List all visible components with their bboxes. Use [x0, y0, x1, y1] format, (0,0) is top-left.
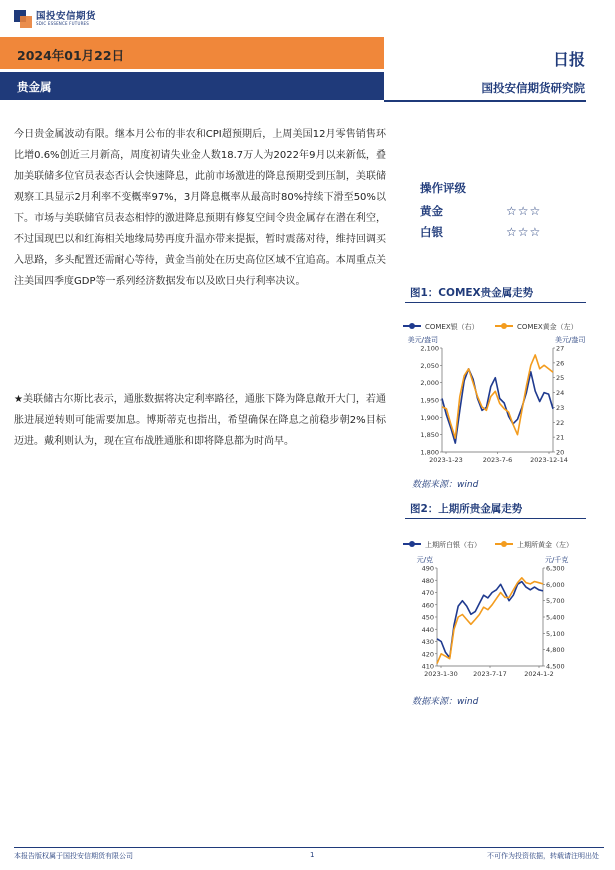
- right-axis-unit: 元/千克: [545, 556, 569, 564]
- legend-label: 上期所白银（右）: [425, 541, 481, 549]
- company-logo: [14, 10, 96, 28]
- left-tick-label: 2,100: [420, 344, 439, 353]
- institute-name: 国投安信期货研究院: [481, 81, 585, 95]
- header-divider: [384, 100, 586, 102]
- left-axis-unit: 美元/盎司: [407, 336, 438, 344]
- legend-swatch-marker: [501, 541, 507, 547]
- left-tick-label: 440: [421, 625, 434, 634]
- date-bar: [0, 37, 384, 69]
- left-tick-label: 410: [421, 662, 434, 671]
- left-tick-label: 430: [421, 638, 434, 646]
- right-tick-label: 4,800: [546, 646, 565, 655]
- left-tick-label: 470: [421, 589, 434, 597]
- series-line: [442, 355, 553, 438]
- chart-shfe-svg: [395, 534, 590, 684]
- series-line: [437, 582, 543, 658]
- chart-shfe: [395, 534, 590, 684]
- left-tick-label: 480: [421, 576, 434, 585]
- left-tick-label: 450: [421, 613, 434, 622]
- legend-label: COMEX银（右）: [425, 323, 479, 331]
- rating-row-silver: [420, 221, 590, 242]
- x-tick-label: 2023-7-17: [473, 670, 507, 678]
- right-tick-label: 6,000: [546, 580, 565, 589]
- rating-name: 白银: [420, 224, 443, 239]
- rating-row-gold: [420, 200, 590, 221]
- logo-text: 国投安信期货: [36, 10, 97, 22]
- right-tick-label: 20: [556, 448, 565, 457]
- right-tick-label: 5,400: [546, 613, 565, 622]
- x-tick-label: 2023-1-30: [424, 670, 458, 678]
- paragraph-summary: 今日贵金属波动有限。继本月公布的非农和CPI超预期后，上周美国12月零售销售环比增0.6%创近三月新高，周度初请失业金人数18.7万人为2022年9月以来新低，叠加美联储多位官员表态否认会快速降息，此前市场激进的降息预期受到压制，美联储观察工具显示2月利率不变概率97%，3月降息概率从最高时80%持续下滑至50%以下。市场与美联储官员表态相悖的激进降息预期有修复空间令贵金属存在潜在利空，不过国现巴以和红海相关地缘局势再度升温亦带来提振，暂时震荡对待，维持回调买入思路，多头配置还需耐心等待，黄金当前处在历史高位区域不宜追高。本周重点关注美国四季度GDP等一系列经济数据发布以及欧日央行利率决议。: [14, 129, 386, 287]
- report-type: 日报: [552, 50, 585, 69]
- x-tick-label: 2023-1-23: [429, 456, 463, 464]
- right-tick-label: 5,700: [546, 597, 565, 606]
- report-date: 2024年01月22日: [17, 48, 125, 63]
- legend-swatch-marker: [501, 323, 507, 329]
- left-tick-label: 1,850: [420, 431, 439, 440]
- right-tick-label: 21: [556, 433, 565, 442]
- x-tick-label: 2023-12-14: [530, 456, 568, 464]
- figure1-title: 图1：COMEX贵金属走势: [410, 287, 534, 299]
- right-tick-label: 22: [556, 418, 565, 427]
- right-tick-label: 5,100: [546, 629, 565, 638]
- x-tick-label: 2024-1-2: [524, 670, 554, 678]
- left-tick-label: 2,050: [420, 361, 439, 370]
- footer-copyright: 本报告版权属于国投安信期货有限公司: [14, 852, 133, 860]
- rating-stars: ☆☆☆: [506, 224, 542, 239]
- left-tick-label: 460: [421, 601, 434, 610]
- left-tick-label: 420: [421, 650, 434, 659]
- logo-subtext: SDIC ESSENCE FUTURES: [36, 21, 90, 27]
- legend-label: COMEX黄金（左）: [517, 323, 578, 331]
- category-bar: [0, 72, 384, 100]
- footer-divider: [14, 847, 604, 848]
- left-axis-unit: 元/克: [416, 556, 433, 564]
- right-tick-label: 23: [556, 403, 565, 412]
- chart-comex-svg: [395, 316, 590, 468]
- series-line: [437, 578, 543, 664]
- legend-label: 上期所黄金（左）: [517, 541, 573, 549]
- right-tick-label: 24: [556, 389, 565, 398]
- right-tick-label: 4,500: [546, 662, 565, 671]
- left-tick-label: 1,800: [420, 448, 439, 457]
- chart-comex: [395, 316, 590, 468]
- rating-title: 操作评级: [420, 181, 466, 195]
- rating-name: 黄金: [420, 203, 443, 218]
- right-tick-label: 25: [556, 374, 565, 383]
- logo-mark-icon: [14, 10, 32, 28]
- rating-panel: [420, 180, 590, 242]
- figure1-source: 数据来源：wind: [412, 480, 479, 490]
- report-category: 贵金属: [17, 80, 52, 94]
- right-tick-label: 26: [556, 359, 565, 368]
- right-tick-label: 27: [556, 344, 565, 353]
- footer-page-number: 1: [310, 851, 315, 859]
- paragraph-fed-comments: ★美联储古尔斯比表示，通胀数据将决定利率路径，通胀下降为降息敞开大门，若通胀进展逆转则可能需要加息。博斯蒂克也指出，希望确保在降息之前稳步朝2%目标迈进。戴利则认为，现在宣布战胜通胀和即将降息都为时尚早。: [14, 394, 386, 447]
- left-tick-label: 490: [421, 564, 434, 573]
- figure2-source: 数据来源：wind: [412, 697, 479, 707]
- right-axis-unit: 美元/盎司: [555, 336, 586, 344]
- figure2-divider: [405, 518, 586, 519]
- left-tick-label: 1,900: [420, 413, 439, 422]
- left-tick-label: 2,000: [420, 379, 439, 388]
- footer-disclaimer: 不可作为投资依据，转载请注明出处: [487, 852, 599, 860]
- rating-stars: ☆☆☆: [506, 203, 542, 218]
- x-tick-label: 2023-7-6: [482, 456, 513, 464]
- legend-swatch-marker: [409, 323, 415, 329]
- figure2-title: 图2：上期所贵金属走势: [410, 503, 523, 515]
- right-tick-label: 6,300: [546, 564, 565, 573]
- legend-swatch-marker: [409, 541, 415, 547]
- left-tick-label: 1,950: [420, 396, 439, 405]
- figure1-divider: [405, 302, 586, 303]
